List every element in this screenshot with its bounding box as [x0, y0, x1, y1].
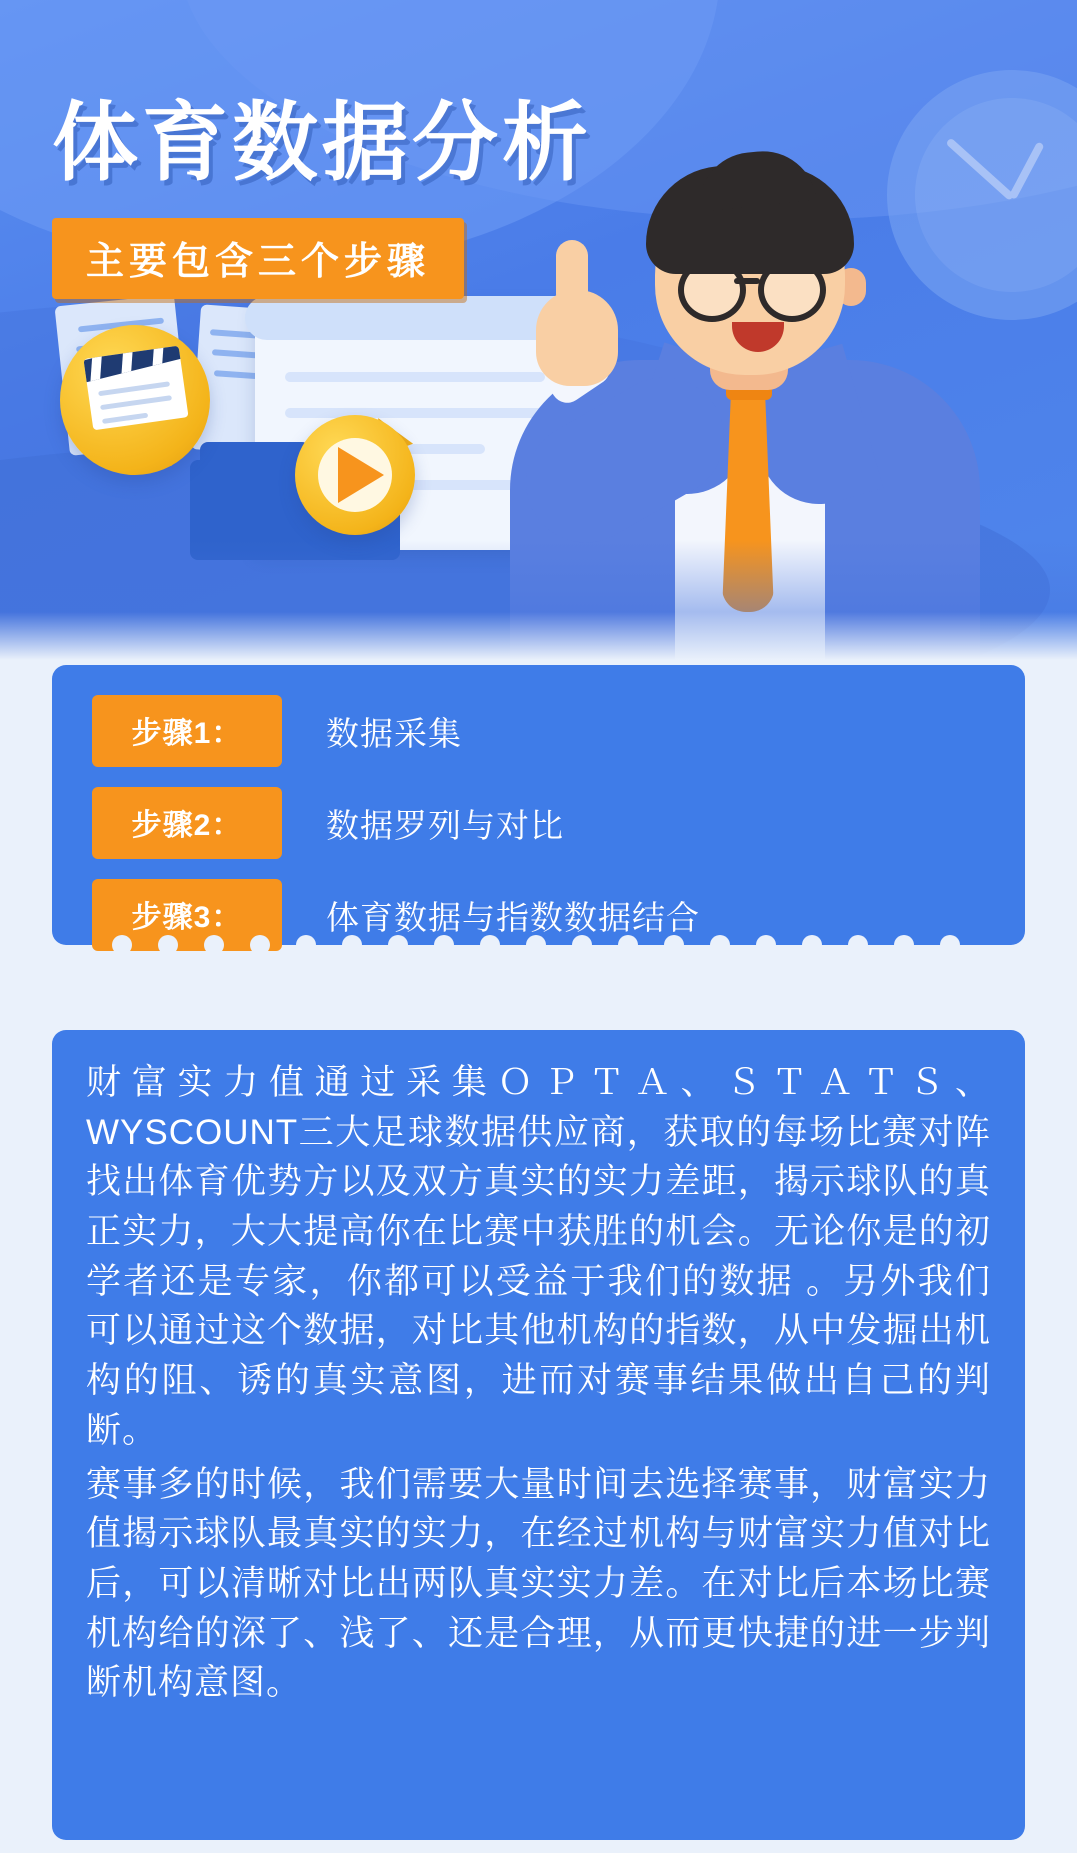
notch: [894, 935, 914, 955]
notch: [112, 935, 132, 955]
notch: [802, 935, 822, 955]
notch: [342, 935, 362, 955]
notch: [250, 935, 270, 955]
step-row-2[interactable]: [92, 787, 564, 859]
notch: [434, 935, 454, 955]
card-notch-row: [112, 935, 960, 955]
step-row-1[interactable]: [92, 695, 462, 767]
subtitle-badge: 主要包含三个步骤: [52, 218, 464, 299]
notch: [572, 935, 592, 955]
notch: [480, 935, 500, 955]
description-card: [52, 1030, 1025, 1840]
hero-banner: [0, 0, 1077, 660]
character-pointing-finger: [556, 240, 588, 310]
notch: [618, 935, 638, 955]
notch: [526, 935, 546, 955]
step-label-1: 数据采集: [326, 714, 462, 752]
step-badge-2: 步骤2：: [92, 787, 282, 859]
notch: [664, 935, 684, 955]
notch: [848, 935, 868, 955]
description-paragraph-2: 赛事多的时候，我们需要大量时间去选择赛事，财富实力值揭示球队最真实的实力，在经过机构与财富实力值对比后，可以清晰对比出两队真实实力差。在对比后本场比赛机构给的深了、浅了、还是合理，从而更快捷的进一步判断机构意图。: [86, 1464, 991, 1703]
clapperboard-stripe: [90, 356, 101, 381]
notch: [710, 935, 730, 955]
notch: [296, 935, 316, 955]
play-icon: [338, 447, 384, 503]
step-label-3: 体育数据与指数数据结合: [326, 898, 700, 936]
clapperboard-stripe: [153, 346, 164, 366]
notch: [756, 935, 776, 955]
clapperboard-line: [102, 413, 148, 424]
notch: [204, 935, 224, 955]
step-label-2: 数据罗列与对比: [326, 806, 564, 844]
page-title: 体育数据分析: [52, 95, 592, 191]
clapperboard-line: [100, 395, 172, 410]
description-paragraph-1: 财富实力值通过采集ＯＰＴＡ、ＳＴＡＴＳ、WYSCOUNT三大足球数据供应商，获取的每场比赛对阵找出体育优势方以及双方真实的实力差距，揭示球队的真正实力，大大提高你在比赛中获胜的机会。无论你是的初学者还是专家，你都可以受益于我们的数据 。另外我们可以通过这个数据，对比其他机构的指数，从中发掘出机构的阻、诱的真实意图，进而对赛事结果做出自己的判断。: [86, 1063, 991, 1450]
clapperboard-line: [98, 381, 170, 396]
clapperboard-icon: [83, 346, 188, 431]
glasses-bridge: [734, 278, 760, 284]
steps-card: [52, 665, 1025, 945]
notch: [388, 935, 408, 955]
step-badge-3: 步骤3：: [92, 879, 282, 951]
step-badge-1: 步骤1：: [92, 695, 282, 767]
hero-bottom-fade: [0, 540, 1077, 660]
notch: [940, 935, 960, 955]
notch: [158, 935, 178, 955]
